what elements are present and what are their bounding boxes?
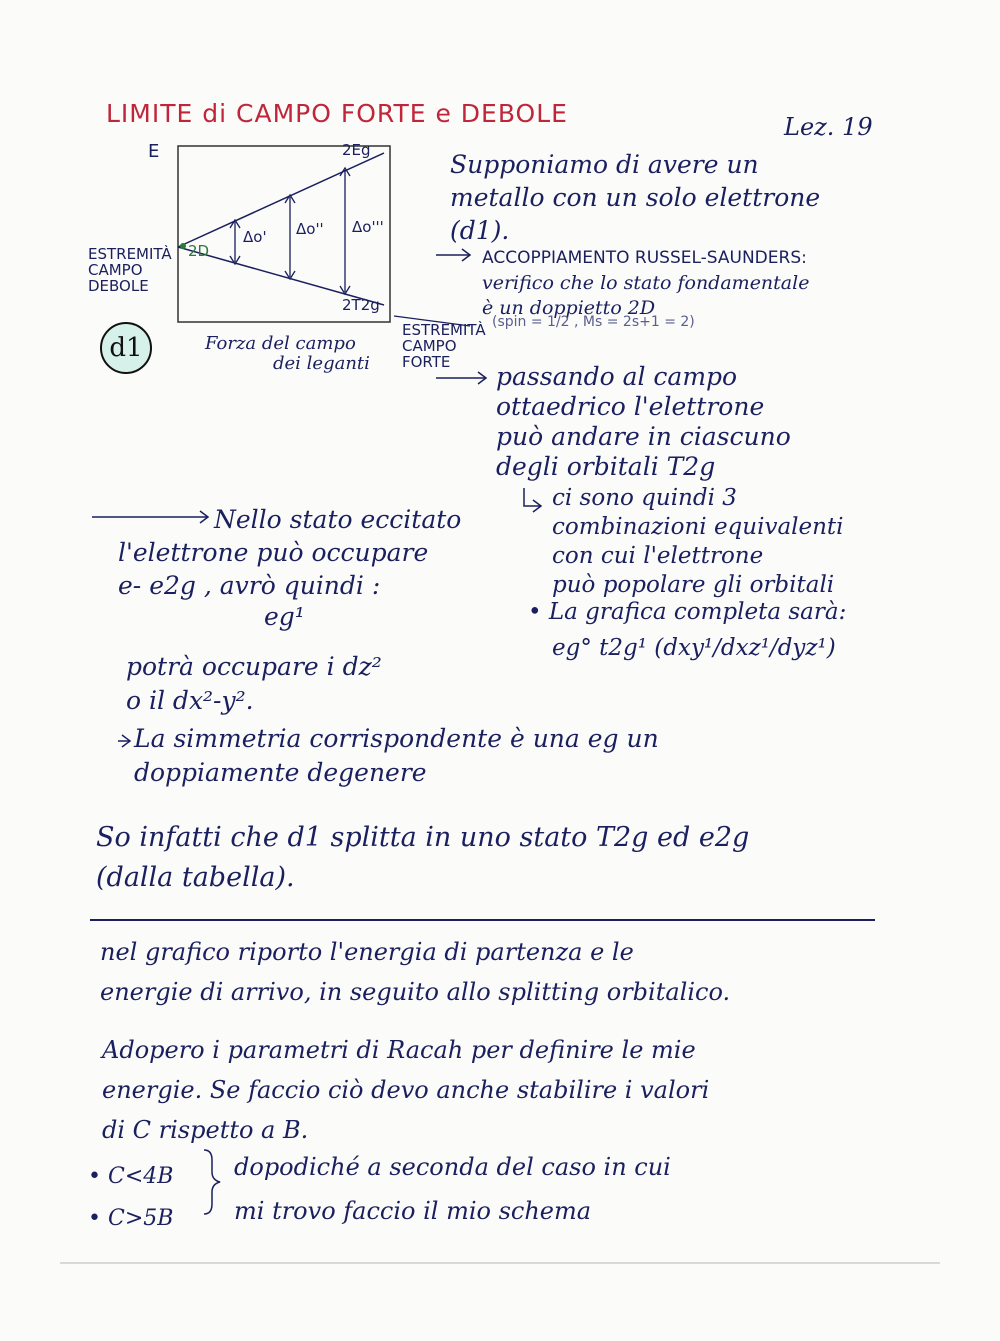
axis-e-label: E (148, 141, 160, 162)
label-2t2g: 2T2g (342, 296, 380, 314)
origin-dot (180, 243, 186, 249)
condition-1: • C<4B (88, 1164, 174, 1189)
field-text: passando al campo ottaedrico l'elettrone può andare in ciascuno degli orbitali T2g (496, 362, 791, 481)
occupy-text: potrà occupare i dz² o il dx²-y². (126, 652, 382, 715)
excited-state-text: Nello stato eccitato l'elettrone può occupare e- e2g , avrò quindi : (118, 505, 462, 600)
symmetry-text: La simmetria corrispondente è una eg un doppiamente degenere (134, 724, 659, 787)
d1-badge: d1 (100, 322, 152, 374)
depends-text: dopodiché a seconda del caso in cui mi trovo faccio il mio schema (234, 1153, 671, 1225)
label-2d: 2D (188, 242, 210, 260)
page-title: LIMITE di CAMPO FORTE e DEBOLE (106, 99, 568, 128)
weak-field-label: ESTREMITÀ CAMPO DEBOLE (88, 245, 172, 295)
label-2eg: 2Eg (342, 141, 371, 159)
racah-text: Adopero i parametri di Racah per definire le mie energie. Se faccio ciò devo anche stabilire i valori di C rispetto a B. (102, 1036, 710, 1144)
spin-note: (spin = 1/2 , Ms = 2s+1 = 2) (492, 314, 695, 330)
electron-configuration: eg° t2g¹ (dxy¹/dxz¹/dyz¹) (552, 635, 836, 661)
section-divider (90, 919, 875, 921)
delta3-label: Δo''' (352, 218, 384, 236)
config-label: • La grafica completa sarà: (528, 599, 847, 625)
coupling-text: ACCOPPIAMENTO RUSSEL-SAUNDERS: verifico che lo stato fondamentale è un doppietto 2D (482, 248, 810, 319)
combinations-text: ci sono quindi 3 combinazioni equivalenti con cui l'elettrone può popolare gli orbitali (552, 485, 844, 598)
graph-text: nel grafico riporto l'energia di partenza e le energie di arrivo, in seguito allo splitting orbitalico. (100, 938, 731, 1006)
condition-2: • C>5B (88, 1206, 174, 1231)
strong-field-label: ESTREMITÀ CAMPO FORTE (402, 321, 486, 371)
delta2-label: Δo'' (296, 220, 324, 238)
eg-label: eg¹ (264, 602, 305, 631)
brace (204, 1150, 220, 1214)
split-text: So infatti che d1 splitta in uno stato T2g ed e2g (dalla tabella). (96, 822, 750, 893)
lesson-number: Lez. 19 (784, 113, 873, 141)
x-axis-caption: Forza del campo dei leganti (205, 333, 370, 374)
delta1-label: Δo' (243, 228, 267, 246)
intro-text: Supponiamo di avere un metallo con un solo elettrone (d1). (450, 150, 821, 245)
